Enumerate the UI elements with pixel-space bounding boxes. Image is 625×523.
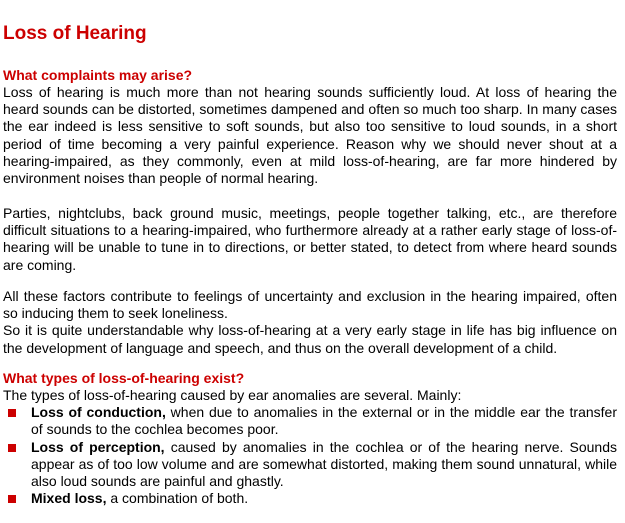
list-item-term: Loss of conduction,	[31, 404, 166, 421]
paragraph-hearing-loss-description: Loss of hearing is much more than not hearing sounds sufficiently loud. At loss of hearing the heard sounds can be distorted, sometimes dampened and often so much too sharp. In many cases the ear indeed is less sensitive to soft sounds, but also too sensitive to loud sounds, in a short period of time becoming a very painful experience. Reason why we should never shout at a hearing-impaired, as they commonly, even at mild loss-of-hearing, are far more hindered by environment noises than people of normal hearing.	[3, 84, 617, 187]
list-item	[3, 404, 617, 438]
types-intro: The types of loss-of-hearing caused by ear anomalies are several. Mainly:	[3, 387, 462, 403]
paragraph-child-development: So it is quite understandable why loss-of-hearing at a very early stage in life has big influence on the development of language and speech, and thus on the overall development of a child.	[3, 322, 617, 356]
square-bullet-icon	[8, 444, 16, 452]
list-item	[3, 490, 617, 507]
list-item-text: a combination of both.	[106, 490, 249, 507]
list-item-text: when due to anomalies in the external or in the middle ear the transfer of sounds to the cochlea becomes poor.	[31, 404, 617, 438]
square-bullet-icon	[8, 409, 16, 417]
list-item-term: Mixed loss,	[31, 490, 107, 507]
section-consequences	[3, 288, 617, 357]
list-item-term: Loss of perception,	[31, 438, 165, 455]
paragraph-difficult-situations: Parties, nightclubs, back ground music, meetings, people together talking, etc., are therefore difficult situations to a hearing-impaired, who furthermore already at a rather early stage of loss-of-hearing will be unable to tune in to directions, or better stated, to detect from where heard sounds are coming.	[3, 205, 617, 273]
section-situations	[3, 205, 617, 274]
list-item-text: caused by anomalies in the cochlea or of the hearing nerve. Sounds appear as of too low volume and are somewhat distorted, making them sound unnatural, while also loud sounds are painful and ghastly.	[31, 438, 617, 490]
types-list	[3, 404, 617, 507]
page-title: Loss of Hearing	[3, 23, 147, 44]
section-types	[3, 370, 617, 507]
paragraph-uncertainty: All these factors contribute to feelings of uncertainty and exclusion in the hearing impaired, often so inducing them to seek loneliness.	[3, 288, 617, 322]
section-heading-complaints: What complaints may arise?	[3, 67, 193, 83]
section-complaints	[3, 67, 617, 187]
list-item	[3, 439, 617, 491]
section-heading-types: What types of loss-of-hearing exist?	[3, 370, 245, 386]
square-bullet-icon	[8, 495, 16, 503]
